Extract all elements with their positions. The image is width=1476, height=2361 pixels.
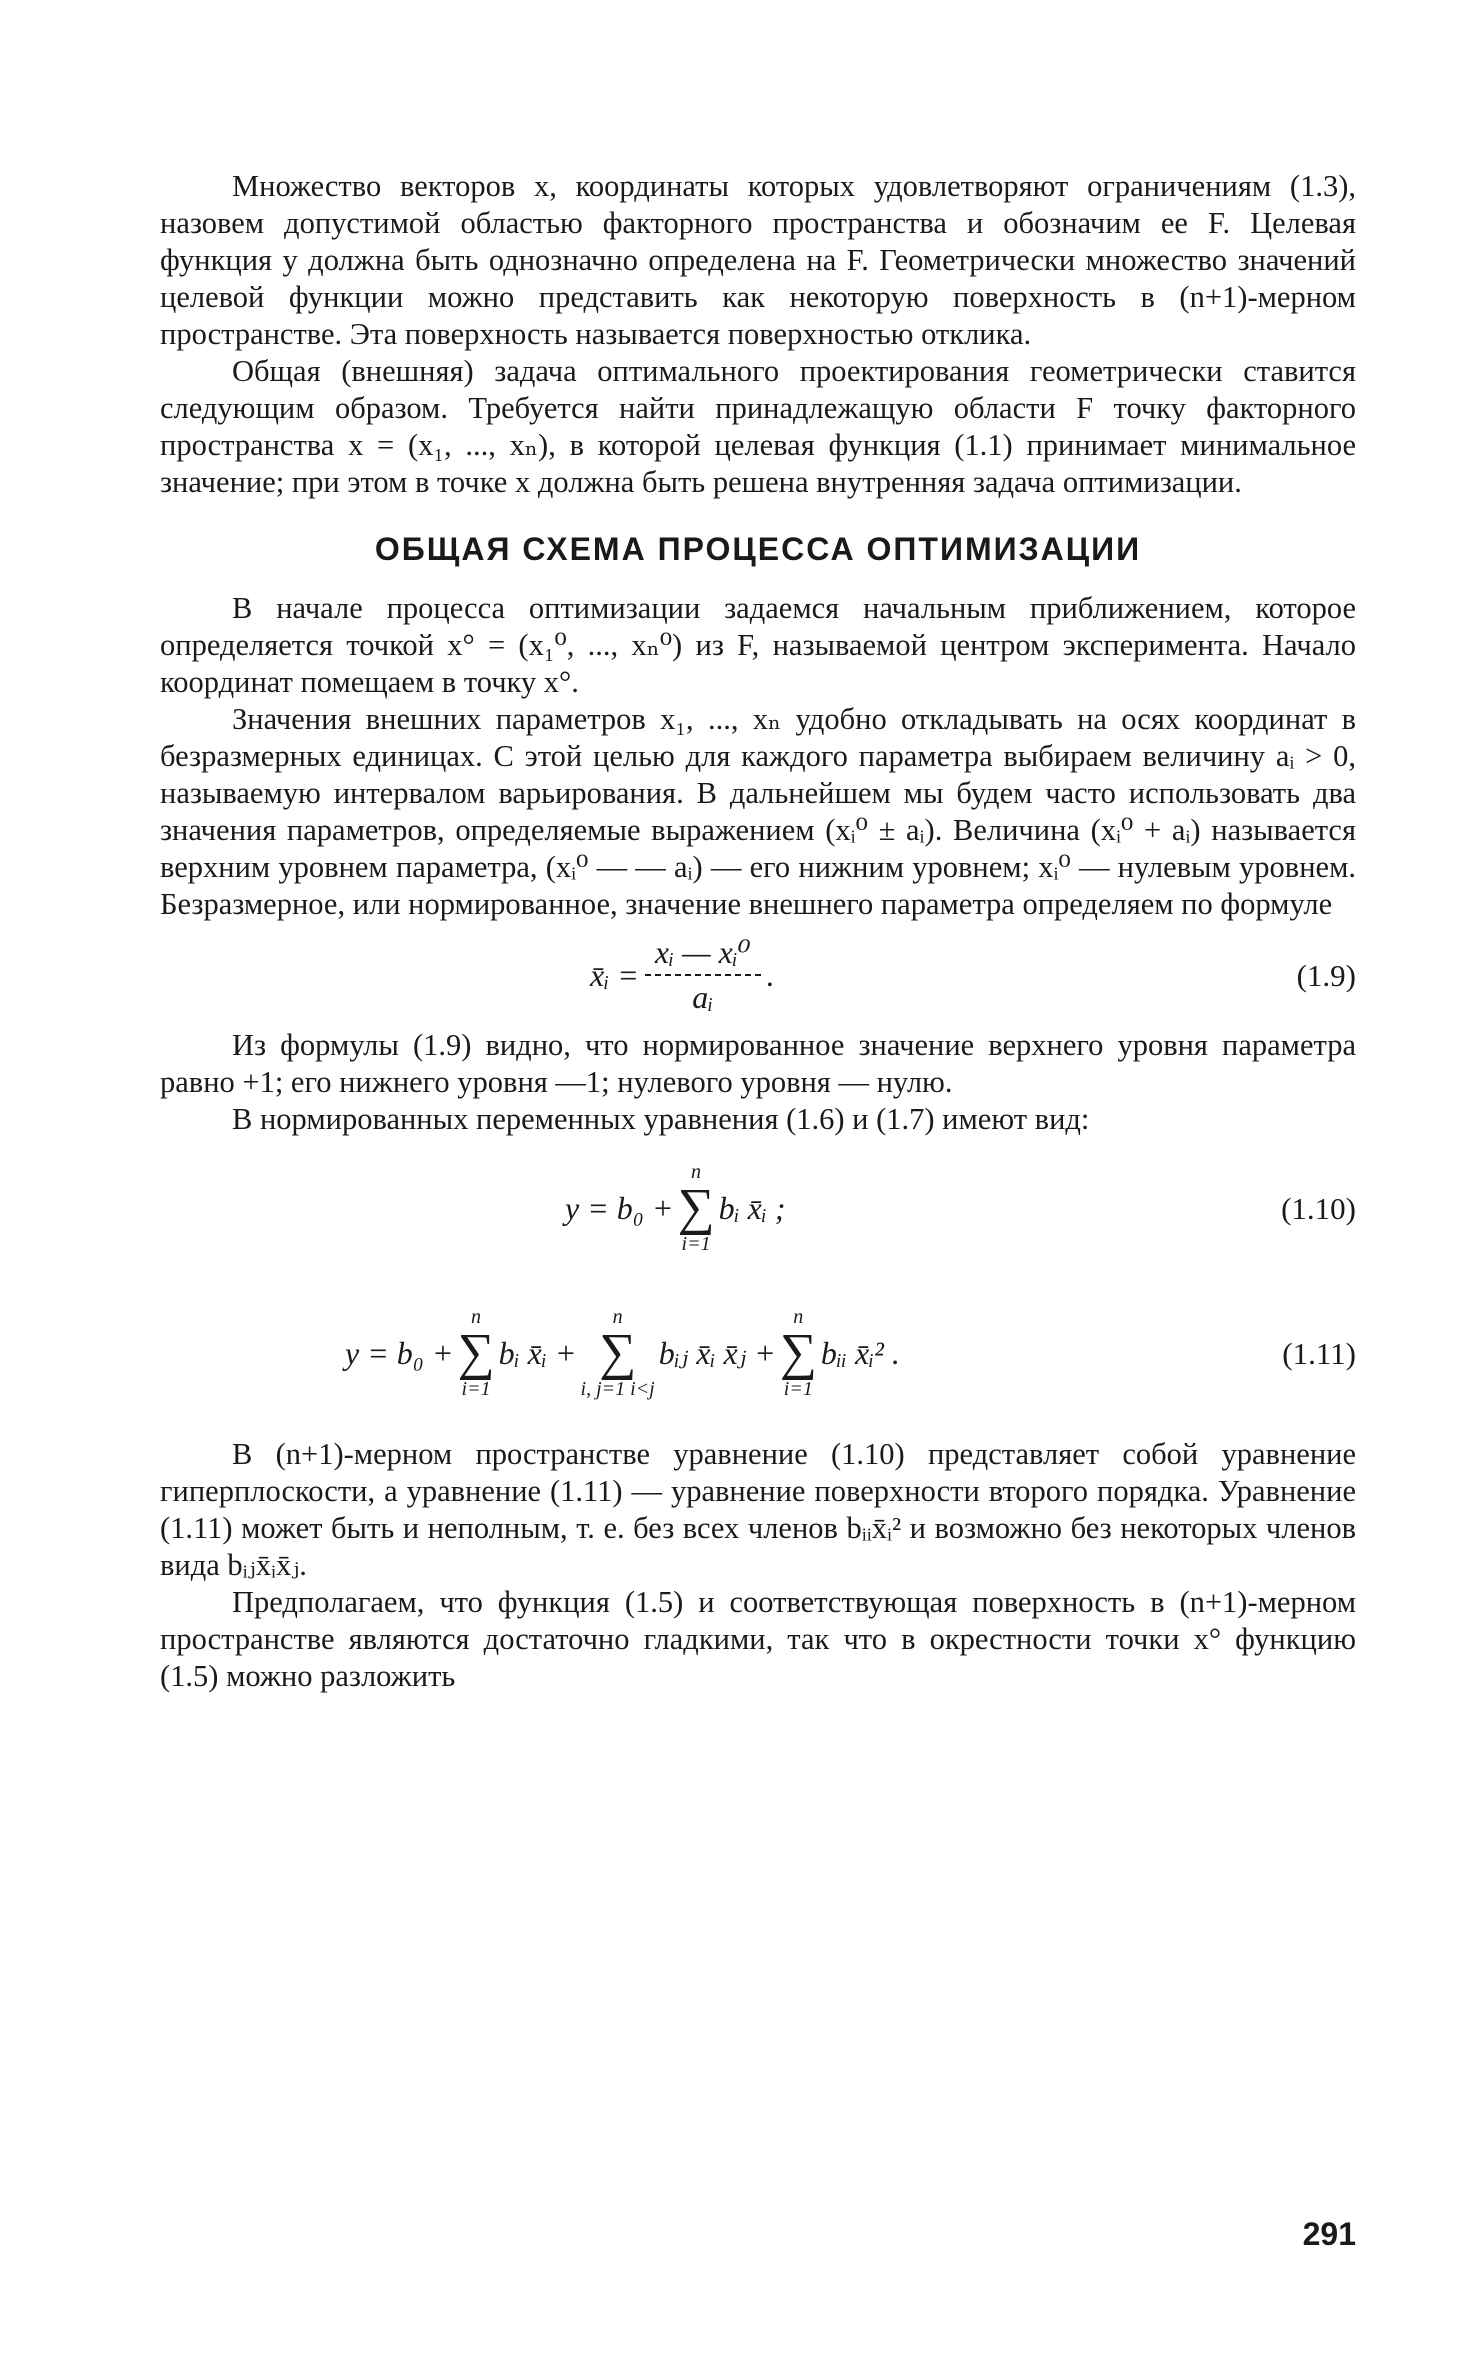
sum-symbol: n ∑ i, j=1 i<j (580, 1306, 655, 1400)
formula-1-10-number: (1.10) (1281, 1190, 1356, 1226)
formula-1-10-lhs: y = b₀ + (565, 1189, 674, 1226)
formula-1-9-number: (1.9) (1296, 957, 1356, 993)
formula-1-10 (160, 1146, 1356, 1270)
formula-1-11-term-3: bᵢᵢ x̄ᵢ² . (820, 1334, 900, 1371)
section-heading: ОБЩАЯ СХЕМА ПРОЦЕССА ОПТИМИЗАЦИИ (374, 531, 1142, 567)
sum-symbol: n ∑ i=1 (677, 1161, 715, 1255)
formula-1-11-number: (1.11) (1282, 1335, 1356, 1371)
formula-1-9-numerator: xᵢ — xᵢ⁰ (645, 934, 761, 976)
sum-symbol: n ∑ i=1 (779, 1306, 817, 1400)
paragraph-external-parameters: Значения внешних параметров x₁, ..., xₙ удобно откладывать на осях координат в безразмерных единицах. С этой целью для каждого параметра выбираем величину aᵢ > 0, называемую интервалом варьирования. В дальнейшем мы будем часто использовать два значения параметров, определяемые выражением (xᵢ⁰ ± aᵢ). Величина (xᵢ⁰ + aᵢ) называется верхним уровнем параметра, (xᵢ⁰ — — aᵢ) — его нижним уровнем; xᵢ⁰ — нулевым уровнем. Безразмерное, или нормированное, значение внешнего параметра определяем по формуле (160, 702, 1356, 921)
formula-1-9 (160, 931, 1356, 1019)
paragraph-smoothness: Предполагаем, что функция (1.5) и соответствующая поверхность в (n+1)-мерном пространстве являются достаточно гладкими, так что в окрестности точки x° функцию (1.5) можно разложить (160, 1585, 1356, 1693)
paragraph-normalized-levels: Из формулы (1.9) видно, что нормированное значение верхнего уровня параметра равно +1; его нижнего уровня —1; нулевого уровня — нулю. (160, 1028, 1356, 1099)
formula-1-9-tail: . (766, 956, 775, 993)
formula-1-9-fraction (645, 934, 761, 1016)
formula-1-11 (160, 1278, 1356, 1428)
formula-1-9-lhs: x̄ᵢ = (590, 956, 639, 993)
paragraph-hyperplane: В (n+1)-мерном пространстве уравнение (1.10) представляет собой уравнение гиперплоскости, а уравнение (1.11) — уравнение поверхности второго порядка. Уравнение (1.11) может быть и неполным, т. е. без всех членов bᵢᵢx̄ᵢ² и возможно без некоторых членов вида bᵢⱼx̄ᵢx̄ⱼ. (160, 1437, 1356, 1582)
formula-1-11-term-2: bᵢⱼ x̄ᵢ x̄ⱼ + (658, 1334, 776, 1371)
paragraph-general-problem: Общая (внешняя) задача оптимального проектирования геометрически ставится следующим образом. Требуется найти принадлежащую области F точку факторного пространства x = (x₁, ..., xₙ), в которой целевая функция (1.1) принимает минимальное значение; при этом в точке x должна быть решена внутренняя задача оптимизации. (160, 354, 1356, 499)
formula-1-9-denominator: aᵢ (692, 979, 714, 1015)
page-number: 291 (1302, 2216, 1356, 2252)
formula-1-11-term-1: bᵢ x̄ᵢ + (498, 1334, 577, 1371)
paragraph-normalized-equations: В нормированных переменных уравнения (1.6) и (1.7) имеют вид: (232, 1102, 1090, 1136)
paragraph-factor-space: Множество векторов x, координаты которых удовлетворяют ограничениям (1.3), назовем допустимой областью факторного пространства и обозначим ее F. Целевая функция y должна быть однозначно определена на F. Геометрически множество значений целевой функции можно представить как некоторую поверхность в (n+1)-мерном пространстве. Эта поверхность называется поверхностью отклика. (160, 169, 1356, 351)
page-body (160, 168, 1356, 1695)
sum-symbol: n ∑ i=1 (457, 1306, 495, 1400)
paragraph-initial-approximation: В начале процесса оптимизации задаемся начальным приближением, которое определяется точкой x° = (x₁⁰, ..., xₙ⁰) из F, называемой центром эксперимента. Начало координат помещаем в точку x°. (160, 591, 1356, 699)
formula-1-11-lhs: y = b₀ + (345, 1334, 454, 1371)
formula-1-10-term: bᵢ x̄ᵢ ; (718, 1189, 786, 1226)
